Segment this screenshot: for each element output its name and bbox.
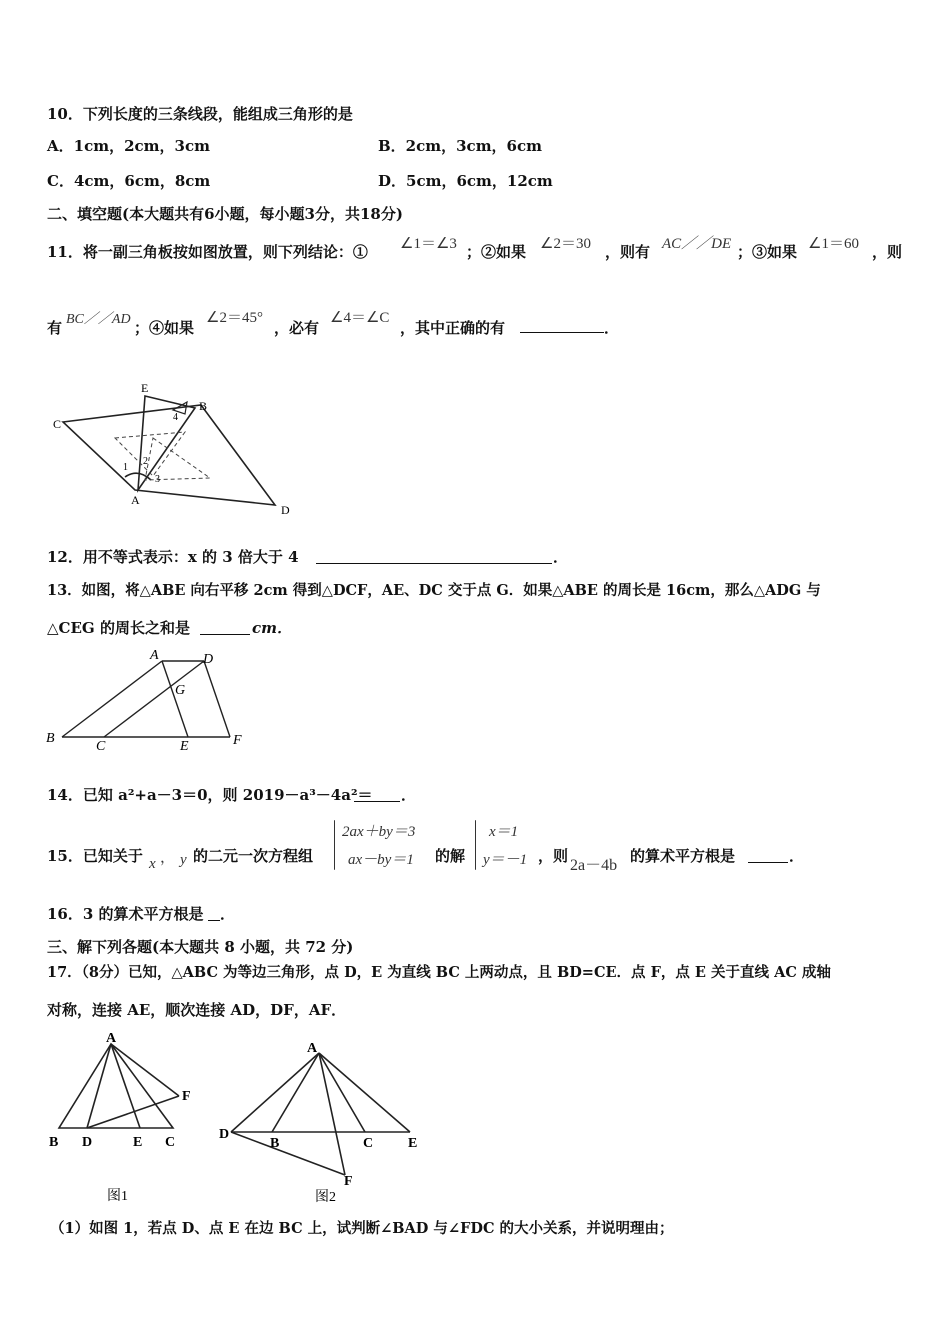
fig2-label-e: E [408, 1136, 418, 1151]
q11-text-9: ，其中正确的有 [400, 319, 506, 337]
fig1-label-e: E [133, 1135, 143, 1150]
q15-end: ． [789, 847, 805, 865]
q10-option-a: A．1cm，2cm，3cm [47, 137, 210, 155]
fig2-caption: 图2 [315, 1190, 336, 1205]
section-2-heading: 二、填空题(本大题共有6小题，每小题3分，共18分) [47, 205, 403, 223]
q17-line1: 17．（8分）已知，△ABC 为等边三角形，点 D，E 为直线 BC 上两动点，且 BD=CE．点 F，点 E 关于直线 AC 成轴 [47, 964, 831, 981]
fig2-line-ad [231, 1053, 319, 1132]
q16-end: ． [220, 905, 236, 923]
q13-line-cd [104, 661, 204, 737]
q11-label-4: 4 [173, 412, 178, 423]
q13-label-d: D [203, 652, 214, 667]
q11-end: ． [604, 319, 620, 337]
fig1-caption: 图1 [107, 1189, 128, 1204]
q11-text-4: ；③如果 [737, 243, 798, 261]
q11-text-6: 有 [47, 319, 63, 337]
q13-label-b: B [46, 731, 55, 746]
q13-line-df [204, 661, 230, 737]
q15-expression: 2a－4b [570, 857, 618, 874]
q11-text-1: 11．将一副三角板按如图放置，则下列结论：① [47, 243, 368, 261]
q11-math-5: BC／／AD [66, 312, 131, 327]
fig2-line-ab [272, 1053, 319, 1132]
q15-var-x: x [149, 856, 156, 872]
q11-math-4: ∠1＝60 [808, 236, 859, 252]
q15-text-4: ，则 [538, 847, 569, 865]
q13-label-c: C [96, 739, 106, 754]
q13-line-ba [62, 661, 162, 737]
q14-end: ． [401, 786, 417, 804]
q11-label-2: 2 [143, 456, 148, 467]
fig1-line-ad [87, 1044, 111, 1128]
q11-text-2: ；②如果 [466, 243, 527, 261]
q16-answer-blank[interactable] [208, 906, 220, 921]
q17-line2: 对称，连接 AE，顺次连接 AD，DF，AF． [47, 1001, 347, 1019]
q11-math-3: AC／／DE [662, 236, 732, 252]
q15-sol-y: y＝－1 [483, 852, 528, 868]
q11-label-b: B [199, 399, 208, 413]
q11-text-5: ，则 [872, 243, 903, 261]
q10-option-c: C．4cm，6cm，8cm [47, 172, 211, 190]
fig1-label-f: F [182, 1089, 191, 1104]
fig2-label-f: F [344, 1174, 353, 1189]
q17-figure-1 [45, 1028, 215, 1208]
section-3-heading: 三、解下列各题(本大题共 8 小题，共 72 分) [47, 938, 354, 956]
q10-option-b: B．2cm，3cm，6cm [378, 137, 543, 155]
q14-answer-blank[interactable] [354, 787, 400, 802]
q11-label-a: A [131, 493, 140, 507]
q15-answer-blank[interactable] [748, 848, 788, 863]
q15-var-y: y [180, 852, 187, 868]
q13-label-f: F [233, 733, 242, 748]
q15-system-brace [334, 820, 335, 870]
q13-figure [40, 645, 260, 755]
q11-label-d: D [281, 503, 290, 517]
q15-eq2: ax－by＝1 [348, 852, 414, 868]
fig1-label-b: B [49, 1135, 59, 1150]
q13-line2: △CEG 的周长之和是 [47, 619, 190, 637]
q10-option-d: D．5cm，6cm，12cm [378, 172, 553, 190]
q15-text-3: 的解 [435, 847, 466, 865]
q11-math-1: ∠1＝∠3 [400, 236, 457, 252]
fig1-label-d: D [82, 1135, 93, 1150]
q11-angle-arc [125, 473, 151, 480]
fig2-label-b: B [270, 1136, 280, 1151]
q13-label-a: A [150, 648, 159, 663]
q15-text-1: 15．已知关于 [47, 847, 143, 865]
fig2-label-c: C [363, 1136, 374, 1151]
fig1-line-df [87, 1096, 179, 1128]
fig2-label-d: D [219, 1127, 230, 1142]
q15-sol-x: x＝1 [489, 824, 519, 840]
q15-comma: ， [160, 850, 176, 866]
q11-math-7: ∠4＝∠C [330, 310, 390, 326]
q15-eq1: 2ax＋by＝3 [342, 824, 416, 840]
q15-solution-brace [475, 820, 476, 870]
q13-line-ae [162, 661, 188, 737]
fig2-line-ac [319, 1053, 365, 1132]
fig1-line-af [111, 1044, 179, 1096]
fig1-label-c: C [165, 1135, 176, 1150]
q13-line1: 13．如图，将△ABE 向右平移 2cm 得到△DCF，AE、DC 交于点 G．如果△ABE 的周长是 16cm，那么△ADG 与 [47, 582, 821, 599]
q15-text-5: 的算术平方根是 [630, 847, 736, 865]
q13-answer-blank[interactable] [200, 620, 250, 635]
q11-answer-blank[interactable] [520, 318, 604, 333]
q10-stem: 10．下列长度的三条线段，能组成三角形的是 [47, 105, 353, 123]
q14-text: 14．已知 a²+a－3＝0，则 2019－a³－4a²＝ [47, 786, 373, 804]
q11-label-c: C [53, 417, 62, 431]
q12-text: 12．用不等式表示：x 的 3 倍大于 4 [47, 548, 299, 566]
q11-text-3: ，则有 [605, 243, 651, 261]
q13-label-e: E [180, 739, 189, 754]
q11-text-7: ；④如果 [134, 319, 195, 337]
q12-answer-blank[interactable] [316, 549, 552, 564]
q13-unit: cm． [252, 619, 293, 637]
q11-quad-cbda [63, 405, 275, 505]
q11-figure [45, 380, 295, 520]
q11-label-e: E [141, 381, 149, 395]
q13-label-g: G [175, 683, 186, 698]
q17-subquestion-1: （1）如图 1，若点 D、点 E 在边 BC 上，试判断∠BAD 与∠FDC 的大小关系，并说明理由； [50, 1220, 674, 1237]
fig2-line-df [231, 1132, 345, 1175]
q11-math-6: ∠2＝45° [206, 310, 263, 326]
q12-end: ． [553, 548, 569, 566]
q11-text-8: ，必有 [274, 319, 320, 337]
q11-math-2: ∠2＝30 [540, 236, 591, 252]
fig2-label-a: A [307, 1041, 318, 1056]
q11-label-1: 1 [123, 462, 128, 473]
q17-figure-2 [215, 1035, 430, 1207]
q16-text: 16．3 的算术平方根是 [47, 905, 204, 923]
q11-label-3: 3 [155, 474, 160, 485]
fig1-label-a: A [106, 1031, 117, 1046]
q15-text-2: 的二元一次方程组 [193, 847, 314, 865]
